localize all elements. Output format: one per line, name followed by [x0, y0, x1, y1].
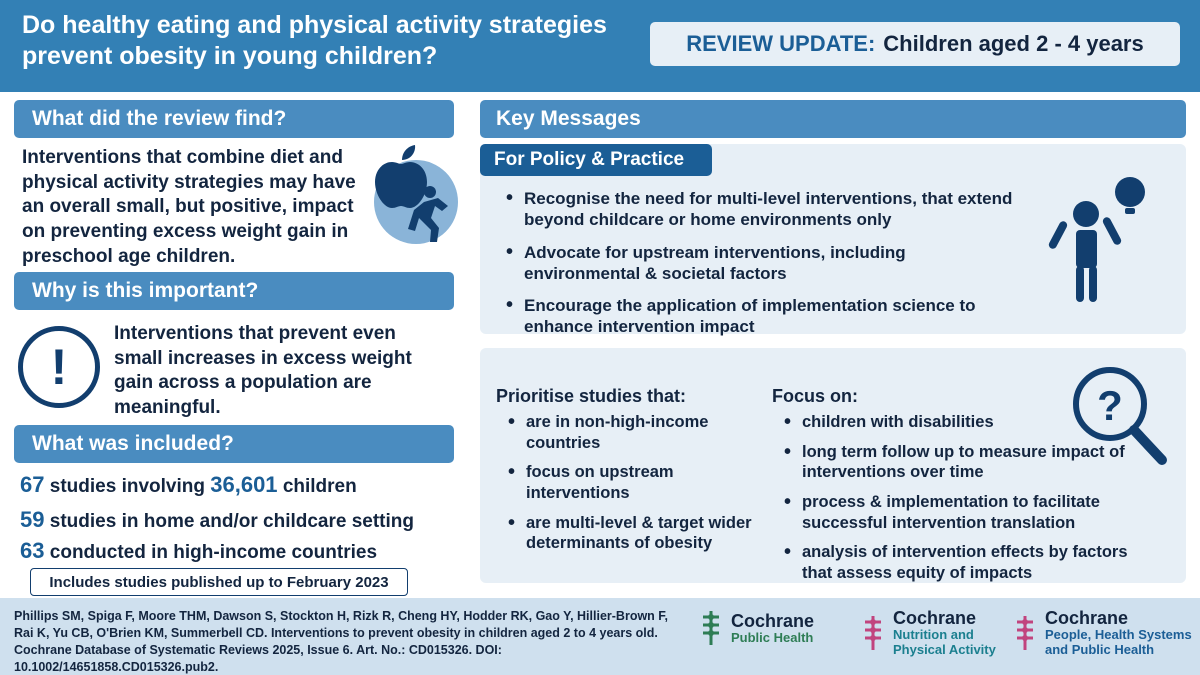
list-item: • Advocate for upstream interventions, including environmental & societal factors — [504, 242, 1024, 285]
logo-name: Cochrane — [893, 608, 977, 628]
stat-row — [20, 472, 357, 498]
cochrane-logo-mark — [1012, 613, 1038, 653]
section-heading-review-find: What did the review find? — [14, 100, 454, 138]
stat-number: 67 — [20, 472, 45, 497]
cochrane-public-health-logo — [698, 608, 814, 648]
citation-text: Phillips SM, Spiga F, Moore THM, Dawson S, Stockton H, Rizk R, Cheng HY, Hodder RK, Gao Y, Hillier-Brown F, Rai K, Yu CB, O'Brien KM, Summerbell CD. Interventions to prevent obesity in children aged 2 to 4 years old. Cochrane Database of Systematic Reviews 2025, Issue 6. Art. No.: CD015326. DOI: 10.1002/14651858.CD015326.pub2. — [14, 609, 669, 674]
stat-number-secondary: 36,601 — [210, 472, 278, 497]
section-heading-why-important: Why is this important? — [14, 272, 454, 310]
list-item: • long term follow up to measure impact of interventions over time — [782, 442, 1162, 483]
logo-sub-2: and Public Health — [1045, 641, 1155, 657]
list-item: • are multi-level & target wider determinants of obesity — [506, 513, 756, 554]
why-important-text: Interventions that prevent even small increases in excess weight gain across a population are meaningful. — [114, 323, 412, 419]
included-studies-note: Includes studies published up to February 2023 — [30, 568, 408, 596]
stat-text: studies in home and/or childcare setting — [49, 511, 415, 532]
logo-name: Cochrane — [731, 610, 815, 631]
stat-text-after: children — [282, 476, 357, 497]
review-update-ages: Children aged 2 - 4 years — [883, 31, 1144, 56]
review-update-badge — [650, 22, 1180, 66]
person-with-idea-icon — [1046, 172, 1158, 304]
cochrane-people-health-systems-logo — [1012, 608, 1192, 657]
list-item: • are in non-high-income countries — [506, 412, 756, 453]
section-heading-key-messages: Key Messages — [480, 100, 1186, 138]
focus-heading: Focus on: — [772, 386, 858, 406]
prioritise-bullet-list — [506, 412, 756, 563]
apple-running-child-illustration — [358, 140, 463, 248]
stat-row — [20, 538, 377, 564]
logo-sub-2: Physical Activity — [893, 641, 996, 657]
list-item: • children with disabilities — [782, 412, 1162, 433]
svg-text:?: ? — [1097, 382, 1123, 429]
cochrane-nutrition-physical-activity-logo — [860, 608, 996, 657]
magnifier-question-icon — [1062, 360, 1172, 470]
page-title: Do healthy eating and physical activity strategies prevent obesity in young children? — [22, 11, 607, 71]
policy-practice-badge: For Policy & Practice — [480, 144, 712, 176]
list-item: • Recognise the need for multi-level interventions, that extend beyond childcare or home environments only — [504, 188, 1024, 231]
exclamation-icon: ! — [18, 326, 100, 408]
stat-text: studies involving — [49, 476, 205, 497]
logo-sub: Nutrition and — [893, 627, 974, 643]
why-important-block — [18, 322, 448, 421]
stat-row — [20, 507, 414, 533]
stat-text: conducted in high-income countries — [49, 542, 378, 563]
cochrane-logo-mark — [698, 608, 724, 648]
list-item: • Encourage the application of implementation science to enhance intervention impact — [504, 295, 1024, 338]
cochrane-logo-mark — [860, 613, 886, 653]
prioritise-heading: Prioritise studies that: — [496, 386, 687, 406]
stat-number: 63 — [20, 538, 45, 563]
section-heading-what-included: What was included? — [14, 425, 454, 463]
logo-sub: Public Health — [731, 629, 814, 645]
logo-sub: People, Health Systems — [1045, 627, 1192, 643]
policy-bullet-list — [504, 188, 1024, 349]
review-find-text: Interventions that combine diet and physical activity strategies may have an overall small, but positive, impact on preventing excess weight gain in preschool age children. — [22, 147, 356, 267]
stat-number: 59 — [20, 507, 45, 532]
list-item: • focus on upstream interventions — [506, 462, 756, 503]
list-item: • analysis of intervention effects by factors that assess equity of impacts — [782, 542, 1162, 583]
logo-name: Cochrane — [1045, 608, 1129, 628]
review-update-label: REVIEW UPDATE: — [686, 31, 876, 56]
list-item: • process & implementation to facilitate successful intervention translation — [782, 492, 1162, 533]
header-banner — [0, 0, 1200, 92]
